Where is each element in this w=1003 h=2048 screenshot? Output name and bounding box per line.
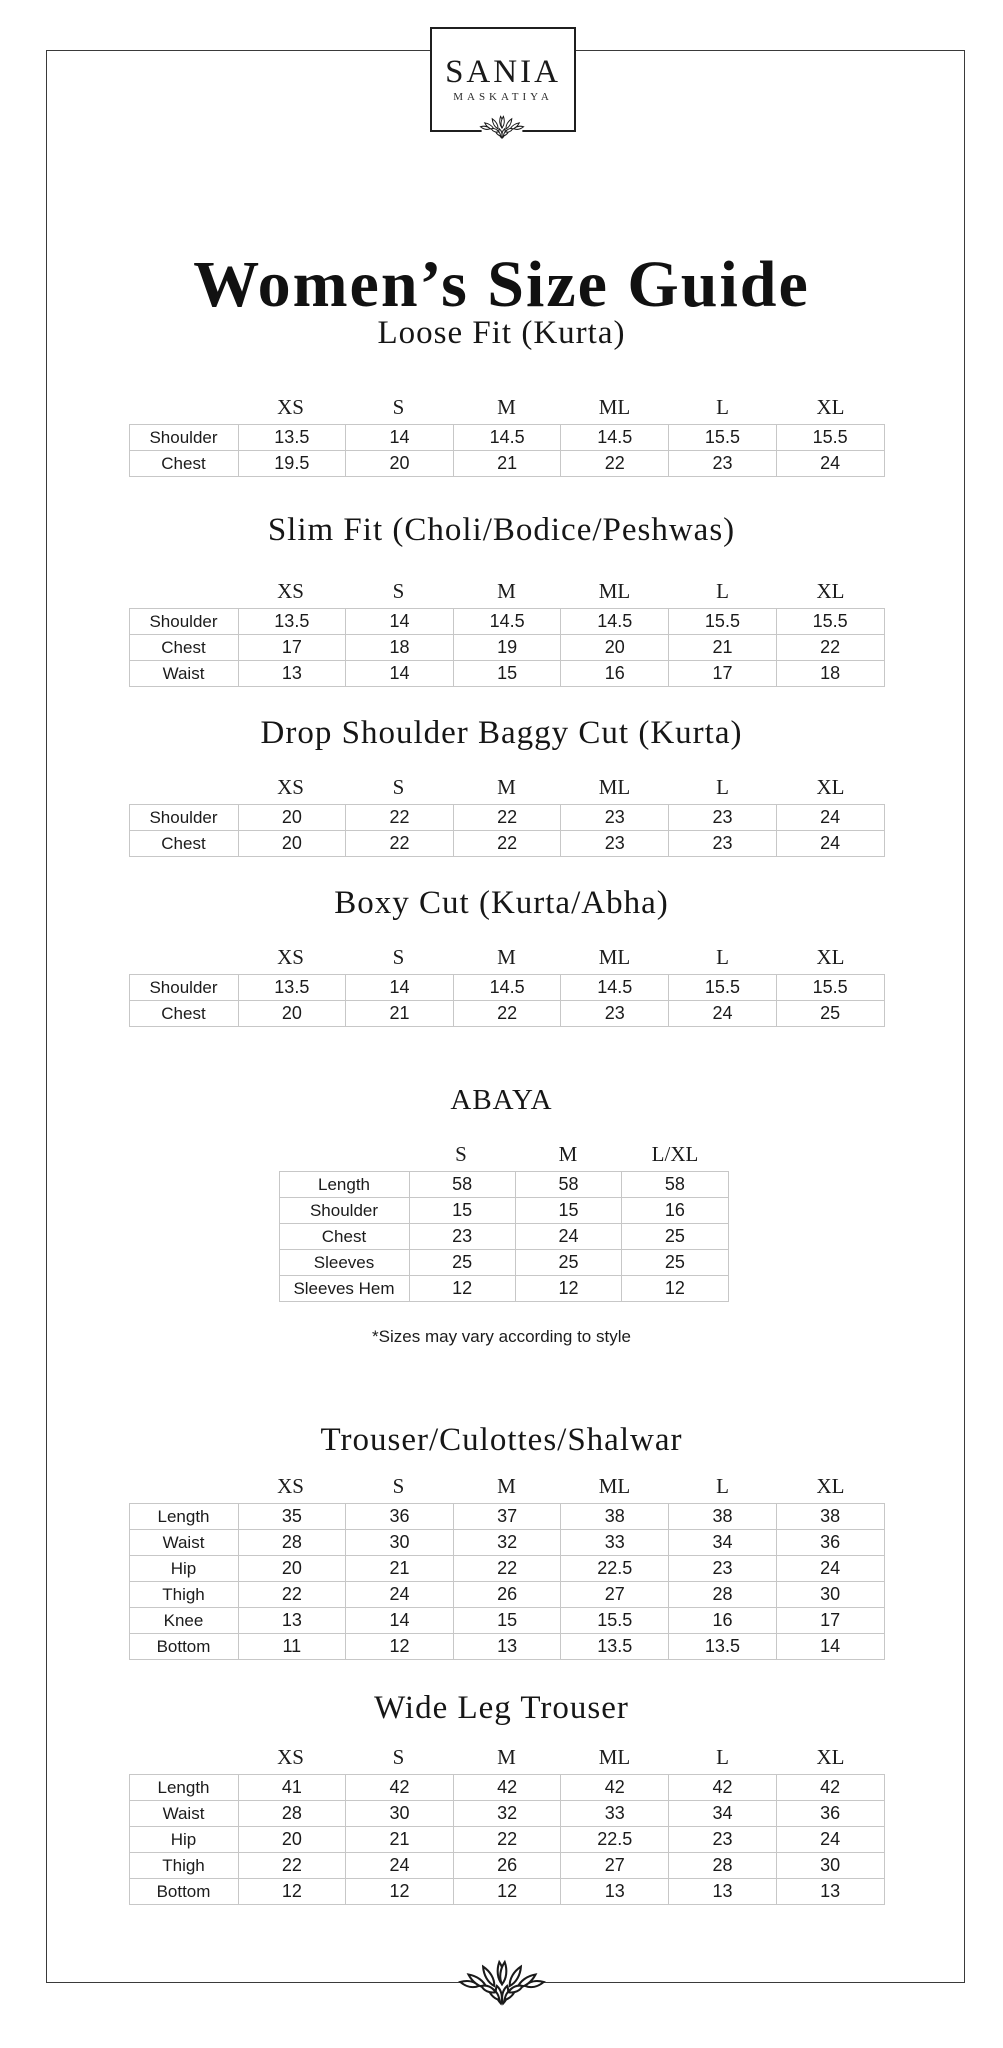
brand-subtitle: MASKATIYA xyxy=(453,91,553,103)
size-value-cell: 30 xyxy=(346,1530,454,1556)
size-column-header: M xyxy=(558,1142,578,1166)
size-value-cell: 22 xyxy=(453,805,561,831)
size-value-cell: 13.5 xyxy=(238,975,346,1001)
size-note: *Sizes may vary according to style xyxy=(372,1327,631,1346)
size-value-cell: 17 xyxy=(669,661,777,687)
size-value-cell: 15.5 xyxy=(669,609,777,635)
size-value-cell: 15.5 xyxy=(669,425,777,451)
size-column-header: ML xyxy=(598,579,631,603)
size-value-cell: 14 xyxy=(346,661,454,687)
size-value-cell: 58 xyxy=(409,1172,515,1198)
size-header-spacer xyxy=(129,945,237,970)
measurement-label: Hip xyxy=(129,1827,238,1853)
size-value-cell: 22 xyxy=(238,1853,346,1879)
size-column-header: S xyxy=(392,945,405,969)
size-value-cell: 23 xyxy=(669,1556,777,1582)
size-column-header: S xyxy=(392,579,405,603)
size-value-cell: 21 xyxy=(346,1001,454,1027)
size-value-cell: 22.5 xyxy=(561,1556,669,1582)
table-row xyxy=(129,1504,884,1530)
size-value-cell: 15.5 xyxy=(776,975,884,1001)
size-value-cell: 22 xyxy=(453,831,561,857)
measurement-label: Chest xyxy=(129,831,238,857)
size-value-cell: 15 xyxy=(453,1608,561,1634)
size-value-cell: 28 xyxy=(669,1582,777,1608)
size-value-cell: 41 xyxy=(238,1775,346,1801)
size-value-cell: 12 xyxy=(409,1276,515,1302)
size-table xyxy=(129,1774,885,1905)
size-column-header: XS xyxy=(277,775,304,799)
size-column-header: S xyxy=(455,1142,467,1166)
size-value-cell: 24 xyxy=(776,1827,884,1853)
size-value-cell: 21 xyxy=(346,1827,454,1853)
measurement-label: Hip xyxy=(129,1556,238,1582)
size-value-cell: 17 xyxy=(238,635,346,661)
size-value-cell: 15 xyxy=(409,1198,515,1224)
size-value-cell: 15.5 xyxy=(776,609,884,635)
size-column-header: L/XL xyxy=(651,1142,699,1166)
size-value-cell: 38 xyxy=(561,1504,669,1530)
size-value-cell: 13 xyxy=(238,661,346,687)
table-row xyxy=(129,661,884,687)
size-value-cell: 23 xyxy=(669,1827,777,1853)
size-column-header: M xyxy=(497,579,516,603)
section-abaya xyxy=(0,1082,1003,1302)
size-value-cell: 25 xyxy=(409,1250,515,1276)
size-value-cell: 15.5 xyxy=(669,975,777,1001)
section-title: Boxy Cut (Kurta/Abha) xyxy=(334,885,669,921)
size-value-cell: 14.5 xyxy=(561,975,669,1001)
size-value-cell: 25 xyxy=(776,1001,884,1027)
size-value-cell: 22 xyxy=(776,635,884,661)
size-value-cell: 13 xyxy=(453,1634,561,1660)
measurement-label: Sleeves Hem xyxy=(279,1276,409,1302)
size-value-cell: 30 xyxy=(346,1801,454,1827)
size-value-cell: 13.5 xyxy=(238,609,346,635)
size-column-header: XL xyxy=(816,945,845,969)
size-column-header: L xyxy=(716,945,729,969)
size-value-cell: 24 xyxy=(776,1556,884,1582)
measurement-label: Knee xyxy=(129,1608,238,1634)
size-value-cell: 20 xyxy=(238,805,346,831)
size-value-cell: 24 xyxy=(515,1224,621,1250)
size-value-cell: 23 xyxy=(669,805,777,831)
size-table xyxy=(279,1171,729,1302)
size-value-cell: 26 xyxy=(453,1853,561,1879)
size-value-cell: 15 xyxy=(515,1198,621,1224)
size-value-cell: 36 xyxy=(346,1504,454,1530)
size-column-header: ML xyxy=(598,775,631,799)
size-value-cell: 17 xyxy=(776,1608,884,1634)
size-value-cell: 32 xyxy=(453,1530,561,1556)
table-row xyxy=(129,635,884,661)
table-row xyxy=(129,805,884,831)
size-value-cell: 26 xyxy=(453,1582,561,1608)
size-value-cell: 37 xyxy=(453,1504,561,1530)
table-row xyxy=(129,1608,884,1634)
size-table xyxy=(129,974,885,1027)
size-value-cell: 42 xyxy=(453,1775,561,1801)
table-row xyxy=(129,609,884,635)
size-column-header: M xyxy=(497,1474,516,1498)
section-boxy-cut xyxy=(0,885,1003,1027)
table-row xyxy=(129,1530,884,1556)
table-row xyxy=(129,1879,884,1905)
size-value-cell: 15.5 xyxy=(776,425,884,451)
size-value-cell: 21 xyxy=(346,1556,454,1582)
size-value-cell: 14 xyxy=(346,609,454,635)
size-column-header: ML xyxy=(598,1745,631,1769)
size-value-cell: 24 xyxy=(776,451,884,477)
size-column-header: L xyxy=(716,395,729,419)
brand-name: SANIA xyxy=(445,54,561,90)
size-value-cell: 25 xyxy=(515,1250,621,1276)
size-value-cell: 23 xyxy=(669,451,777,477)
measurement-label: Shoulder xyxy=(129,975,238,1001)
size-header-spacer xyxy=(129,395,237,420)
section-wide-leg-trouser xyxy=(0,1690,1003,1905)
table-row xyxy=(129,1775,884,1801)
size-value-cell: 20 xyxy=(238,1827,346,1853)
size-value-cell: 12 xyxy=(346,1879,454,1905)
page-title: Women’s Size Guide xyxy=(193,248,810,322)
measurement-label: Waist xyxy=(129,1801,238,1827)
table-row xyxy=(279,1276,728,1302)
size-header-row xyxy=(129,775,885,800)
section-slim-fit xyxy=(0,512,1003,687)
size-header-spacer xyxy=(129,579,237,604)
size-table xyxy=(129,804,885,857)
size-header-spacer xyxy=(129,1474,237,1499)
measurement-label: Chest xyxy=(129,635,238,661)
section-title: Wide Leg Trouser xyxy=(374,1690,629,1726)
size-value-cell: 18 xyxy=(346,635,454,661)
size-value-cell: 58 xyxy=(622,1172,728,1198)
size-column-header: ML xyxy=(598,395,631,419)
size-value-cell: 24 xyxy=(776,831,884,857)
size-value-cell: 22 xyxy=(346,805,454,831)
measurement-label: Thigh xyxy=(129,1582,238,1608)
section-drop-shoulder xyxy=(0,715,1003,857)
table-row xyxy=(129,1827,884,1853)
size-header-row xyxy=(129,579,885,604)
size-column-header: XS xyxy=(277,945,304,969)
size-column-header: M xyxy=(497,1745,516,1769)
size-value-cell: 20 xyxy=(561,635,669,661)
size-value-cell: 20 xyxy=(346,451,454,477)
table-row xyxy=(129,425,884,451)
size-value-cell: 13 xyxy=(669,1879,777,1905)
size-column-header: M xyxy=(497,775,516,799)
size-value-cell: 13.5 xyxy=(561,1634,669,1660)
measurement-label: Shoulder xyxy=(279,1198,409,1224)
size-column-header: L xyxy=(716,1745,729,1769)
size-header-row xyxy=(129,1745,885,1770)
size-value-cell: 34 xyxy=(669,1801,777,1827)
size-value-cell: 14 xyxy=(346,425,454,451)
size-value-cell: 25 xyxy=(622,1224,728,1250)
size-table xyxy=(129,1503,885,1660)
size-value-cell: 14 xyxy=(346,1608,454,1634)
size-value-cell: 12 xyxy=(515,1276,621,1302)
size-value-cell: 22 xyxy=(346,831,454,857)
size-value-cell: 25 xyxy=(622,1250,728,1276)
size-value-cell: 27 xyxy=(561,1853,669,1879)
table-row xyxy=(129,831,884,857)
size-value-cell: 23 xyxy=(561,805,669,831)
table-row xyxy=(129,1556,884,1582)
laurel-ornament-icon xyxy=(471,112,533,142)
size-value-cell: 32 xyxy=(453,1801,561,1827)
size-value-cell: 14 xyxy=(346,975,454,1001)
size-value-cell: 22 xyxy=(561,451,669,477)
table-row xyxy=(129,1582,884,1608)
table-row xyxy=(129,1634,884,1660)
size-value-cell: 15.5 xyxy=(561,1608,669,1634)
section-title: Drop Shoulder Baggy Cut (Kurta) xyxy=(260,715,743,751)
size-value-cell: 14.5 xyxy=(453,609,561,635)
size-value-cell: 42 xyxy=(346,1775,454,1801)
measurement-label: Shoulder xyxy=(129,805,238,831)
size-value-cell: 12 xyxy=(238,1879,346,1905)
size-value-cell: 13 xyxy=(561,1879,669,1905)
size-value-cell: 23 xyxy=(409,1224,515,1250)
measurement-label: Waist xyxy=(129,1530,238,1556)
size-value-cell: 28 xyxy=(238,1801,346,1827)
section-trouser xyxy=(0,1422,1003,1660)
measurement-label: Sleeves xyxy=(279,1250,409,1276)
size-column-header: XL xyxy=(816,1745,845,1769)
size-header-spacer xyxy=(129,775,237,800)
table-row xyxy=(129,1001,884,1027)
size-column-header: L xyxy=(716,775,729,799)
size-value-cell: 16 xyxy=(561,661,669,687)
size-value-cell: 42 xyxy=(669,1775,777,1801)
size-value-cell: 19 xyxy=(453,635,561,661)
section-title: Trouser/Culottes/Shalwar xyxy=(320,1422,683,1458)
table-row xyxy=(129,1853,884,1879)
size-value-cell: 30 xyxy=(776,1853,884,1879)
size-value-cell: 34 xyxy=(669,1530,777,1556)
measurement-label: Length xyxy=(129,1504,238,1530)
size-value-cell: 20 xyxy=(238,1001,346,1027)
table-row xyxy=(129,1801,884,1827)
size-value-cell: 14.5 xyxy=(453,975,561,1001)
table-row xyxy=(279,1198,728,1224)
size-column-header: XS xyxy=(277,395,304,419)
table-row xyxy=(279,1250,728,1276)
size-value-cell: 28 xyxy=(238,1530,346,1556)
size-value-cell: 15 xyxy=(453,661,561,687)
size-value-cell: 16 xyxy=(622,1198,728,1224)
measurement-label: Shoulder xyxy=(129,609,238,635)
size-value-cell: 20 xyxy=(238,831,346,857)
size-value-cell: 38 xyxy=(776,1504,884,1530)
measurement-label: Length xyxy=(279,1172,409,1198)
size-value-cell: 20 xyxy=(238,1556,346,1582)
size-value-cell: 22 xyxy=(453,1556,561,1582)
size-column-header: XS xyxy=(277,1745,304,1769)
measurement-label: Waist xyxy=(129,661,238,687)
size-value-cell: 13.5 xyxy=(238,425,346,451)
size-value-cell: 36 xyxy=(776,1801,884,1827)
size-value-cell: 38 xyxy=(669,1504,777,1530)
section-title: Slim Fit (Choli/Bodice/Peshwas) xyxy=(267,512,736,548)
size-header-row xyxy=(129,395,885,420)
size-column-header: XL xyxy=(816,579,845,603)
size-column-header: XL xyxy=(816,775,845,799)
size-value-cell: 22 xyxy=(453,1001,561,1027)
size-value-cell: 58 xyxy=(515,1172,621,1198)
size-value-cell: 42 xyxy=(561,1775,669,1801)
size-column-header: S xyxy=(392,775,405,799)
size-value-cell: 23 xyxy=(561,1001,669,1027)
section-title: ABAYA xyxy=(450,1084,553,1116)
size-column-header: S xyxy=(392,395,405,419)
size-column-header: XL xyxy=(816,395,845,419)
measurement-label: Bottom xyxy=(129,1634,238,1660)
table-row xyxy=(129,451,884,477)
size-value-cell: 33 xyxy=(561,1801,669,1827)
size-header-spacer xyxy=(129,1745,237,1770)
table-row xyxy=(279,1172,728,1198)
size-table xyxy=(129,424,885,477)
size-value-cell: 21 xyxy=(669,635,777,661)
size-value-cell: 28 xyxy=(669,1853,777,1879)
size-column-header: ML xyxy=(598,1474,631,1498)
measurement-label: Chest xyxy=(129,451,238,477)
measurement-label: Thigh xyxy=(129,1853,238,1879)
size-value-cell: 14.5 xyxy=(453,425,561,451)
section-title: Loose Fit (Kurta) xyxy=(377,315,626,351)
size-column-header: M xyxy=(497,945,516,969)
measurement-label: Length xyxy=(129,1775,238,1801)
size-value-cell: 22.5 xyxy=(561,1827,669,1853)
size-value-cell: 36 xyxy=(776,1530,884,1556)
size-value-cell: 13 xyxy=(776,1879,884,1905)
size-value-cell: 13 xyxy=(238,1608,346,1634)
measurement-label: Shoulder xyxy=(129,425,238,451)
size-value-cell: 12 xyxy=(622,1276,728,1302)
size-value-cell: 16 xyxy=(669,1608,777,1634)
size-value-cell: 14 xyxy=(776,1634,884,1660)
size-column-header: XS xyxy=(277,1474,304,1498)
size-value-cell: 19.5 xyxy=(238,451,346,477)
size-value-cell: 24 xyxy=(346,1853,454,1879)
size-column-header: S xyxy=(392,1474,405,1498)
size-value-cell: 21 xyxy=(453,451,561,477)
measurement-label: Chest xyxy=(129,1001,238,1027)
size-column-header: M xyxy=(497,395,516,419)
size-value-cell: 12 xyxy=(346,1634,454,1660)
laurel-ornament-icon xyxy=(440,1955,564,2010)
size-value-cell: 27 xyxy=(561,1582,669,1608)
size-column-header: S xyxy=(392,1745,405,1769)
size-value-cell: 24 xyxy=(669,1001,777,1027)
size-header-row xyxy=(129,945,885,970)
size-value-cell: 11 xyxy=(238,1634,346,1660)
measurement-label: Chest xyxy=(279,1224,409,1250)
size-column-header: L xyxy=(716,1474,729,1498)
table-row xyxy=(279,1224,728,1250)
size-value-cell: 22 xyxy=(453,1827,561,1853)
size-header-row xyxy=(279,1142,729,1167)
size-header-spacer xyxy=(279,1142,408,1167)
size-column-header: XL xyxy=(816,1474,845,1498)
size-column-header: L xyxy=(716,579,729,603)
measurement-label: Bottom xyxy=(129,1879,238,1905)
section-loose-fit xyxy=(0,315,1003,477)
size-value-cell: 24 xyxy=(776,805,884,831)
size-value-cell: 13.5 xyxy=(669,1634,777,1660)
size-value-cell: 23 xyxy=(669,831,777,857)
size-value-cell: 42 xyxy=(776,1775,884,1801)
size-header-row xyxy=(129,1474,885,1499)
size-value-cell: 30 xyxy=(776,1582,884,1608)
table-row xyxy=(129,975,884,1001)
size-value-cell: 23 xyxy=(561,831,669,857)
size-value-cell: 24 xyxy=(346,1582,454,1608)
size-column-header: ML xyxy=(598,945,631,969)
size-table xyxy=(129,608,885,687)
size-value-cell: 18 xyxy=(776,661,884,687)
size-value-cell: 33 xyxy=(561,1530,669,1556)
size-value-cell: 14.5 xyxy=(561,609,669,635)
size-value-cell: 12 xyxy=(453,1879,561,1905)
size-column-header: XS xyxy=(277,579,304,603)
size-value-cell: 22 xyxy=(238,1582,346,1608)
size-value-cell: 35 xyxy=(238,1504,346,1530)
size-value-cell: 14.5 xyxy=(561,425,669,451)
